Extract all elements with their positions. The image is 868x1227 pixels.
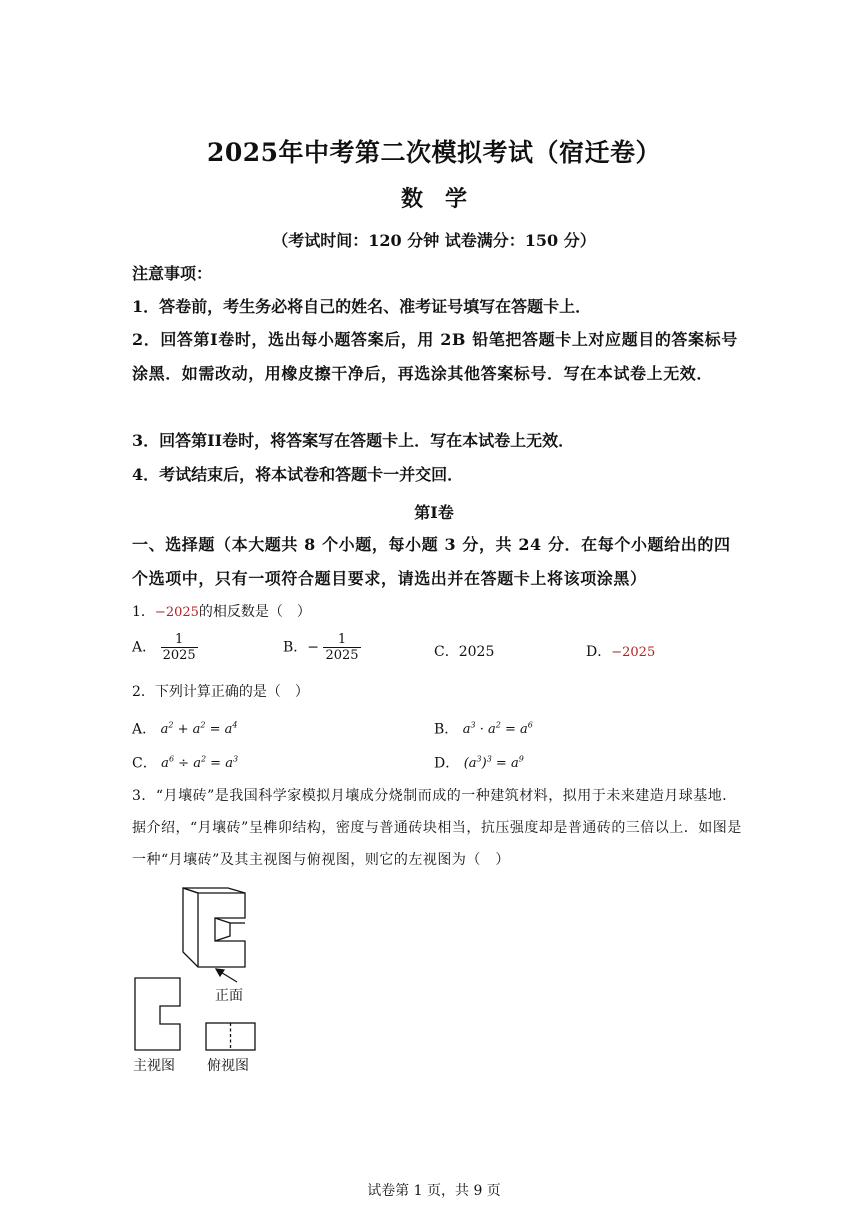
arrow-icon: [216, 969, 237, 982]
subject-title: 数学: [400, 186, 489, 212]
question-text: 的相反数是（ ）: [198, 604, 311, 620]
question-1: [132, 602, 311, 623]
section-heading: 一、选择题（本大题共 8 个小题，每小题 3 分，共 24 分．在每个小题给出的四个选项中，只有一项符合题目要求，请选出并在答题卡上将该项涂黑）: [132, 535, 731, 588]
brick-figure: [125, 880, 285, 1080]
numerator: 1: [323, 632, 360, 648]
numerator: 1: [161, 632, 198, 648]
option-d[interactable]: [434, 750, 524, 774]
option-c[interactable]: [434, 642, 494, 662]
main-view-label: 主视图: [133, 1058, 175, 1074]
note-item: 1．答卷前，考生务必将自己的姓名、准考证号填写在答题卡上．: [132, 297, 592, 316]
page-footer: 试卷第 1 页，共 9 页: [367, 1183, 501, 1199]
question-3: 3．“月壤砖”是我国科学家模拟月壤成分烧制而成的一种建筑材料，拟用于未来建造月球基地．据介绍，“月壤砖”呈榫卯结构，密度与普通砖块相当，抗压强度却是普通砖的三倍以上．如图是一种“月壤砖”及其主视图与俯视图，则它的左视图为（ ）: [132, 788, 742, 868]
formula: $a^2 + a^2 = a^4$: [160, 721, 238, 738]
option-label: C．: [434, 644, 459, 660]
question-number: 1．: [132, 604, 155, 620]
option-label: B．: [283, 639, 308, 656]
note-item: 3．回答第II卷时，将答案写在答题卡上．写在本试卷上无效．: [132, 431, 575, 450]
question-value: −2025: [154, 605, 199, 620]
formula: $(a^3)^3 = a^9$: [463, 755, 524, 772]
top-view-shape: [206, 1023, 255, 1050]
front-label: 正面: [215, 988, 243, 1004]
option-label: B．: [434, 721, 459, 738]
formula: $a^3 \cdot a^2 = a^6$: [462, 721, 533, 738]
volume-heading: 第I卷: [414, 503, 454, 522]
option-a[interactable]: [132, 632, 198, 663]
denominator: 2025: [325, 648, 359, 663]
option-b[interactable]: [434, 716, 533, 740]
formula: $a^6 \div a^2 = a^3$: [161, 755, 239, 772]
option-a[interactable]: [132, 716, 237, 740]
note-item: 2．回答第I卷时，选出每小题答案后，用 2B 铅笔把答题卡上对应题目的答案标号涂黑．如需改动，用橡皮擦干净后，再选涂其他答案标号．写在本试卷上无效．: [132, 330, 738, 383]
exam-meta: （考试时间：120 分钟 试卷满分：150 分）: [272, 231, 596, 250]
option-b[interactable]: [283, 632, 361, 663]
notes-heading: 注意事项：: [132, 264, 213, 283]
option-label: A．: [132, 721, 157, 738]
denominator: 2025: [162, 648, 196, 663]
exam-title: 2025年中考第二次模拟考试（宿迁卷）: [206, 138, 662, 167]
option-label: C．: [132, 755, 157, 772]
fraction: [161, 632, 198, 663]
top-view-label: 俯视图: [207, 1058, 249, 1074]
main-view-shape: [135, 978, 180, 1050]
fraction: [323, 632, 360, 663]
note-item: 4．考试结束后，将本试卷和答题卡一并交回．: [132, 465, 464, 484]
option-value: −2025: [611, 645, 656, 660]
option-label: A．: [132, 639, 157, 656]
brick-3d-drawing: [183, 888, 245, 967]
minus-sign: −: [307, 639, 320, 656]
option-label: D．: [586, 644, 612, 660]
question-2: 2．下列计算正确的是（ ）: [132, 684, 309, 700]
option-d[interactable]: [586, 642, 655, 663]
option-label: D．: [434, 755, 460, 772]
option-c[interactable]: [132, 750, 238, 774]
option-value: 2025: [458, 644, 495, 660]
